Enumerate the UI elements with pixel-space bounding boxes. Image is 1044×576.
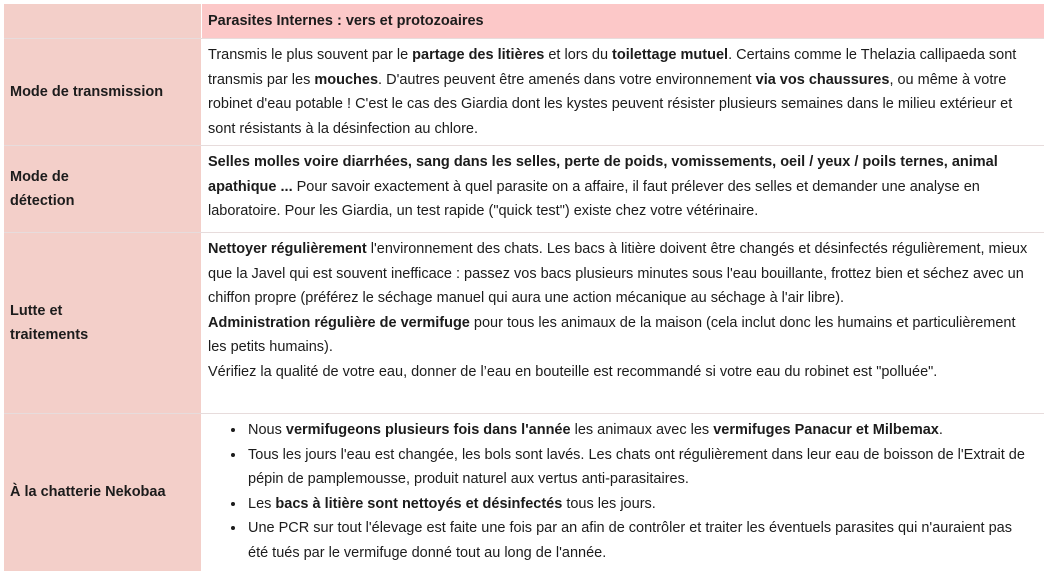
row-label-line: traitements	[10, 327, 89, 343]
list-item	[246, 516, 1036, 565]
transmission-text	[202, 39, 1044, 145]
text-segment: et lors du	[544, 47, 613, 63]
text-segment: toilettage mutuel	[612, 47, 729, 63]
text-segment: pour tous les animaux de la maison (cela inclut donc les humains et particulièrement les petits humains).	[208, 314, 1016, 355]
row-label-transmission: Mode de transmission	[4, 39, 202, 145]
text-segment: . D'autres peuvent être amenés dans votre environnement	[378, 71, 756, 88]
table-title: Parasites Internes : vers et protozoaires	[202, 4, 1044, 38]
row-label-line: Lutte et	[10, 302, 63, 319]
text-segment: Administration régulière de vermifuge	[208, 314, 470, 331]
row-label-line: Mode de	[10, 168, 69, 185]
row-label-cattery: À la chatterie Nekobaa	[4, 414, 202, 571]
text-segment: Selles molles voire diarrhées, sang dans les selles, perte de poids, vomissements, oeil / yeux / poils ternes, animal apathique ...	[208, 154, 998, 195]
list-item	[246, 443, 1036, 492]
text-segment: partage des litières	[412, 47, 545, 63]
list-item	[246, 418, 1036, 443]
text-segment: Pour savoir exactement à quel parasite on a affaire, il faut prélever des selles et demander une analyse en laboratoire. Pour les Giardia, un test rapide ("quick test") existe chez votre vétérinaire.	[208, 178, 980, 219]
text-segment: Les	[248, 495, 276, 512]
text-segment: vermifugeons plusieurs fois dans l'année	[285, 422, 571, 438]
treatment-paragraph-2	[208, 311, 1036, 360]
table-row-transmission	[4, 39, 1044, 146]
text-segment: l'environnement des chats. Les bacs à litière doivent être changés et désinfectés régulièrement, mieux que la Javel qui est souvent inefficace : passez vos bacs plusieurs minutes sous l'eau bouillante, frottez bien et séchez avec un chiffon propre (préférez le séchage manuel qui aura une action mécanique au séchage à l'air libre).	[208, 241, 1028, 306]
text-segment: via vos chaussures	[755, 71, 890, 88]
table-header-row	[4, 4, 1044, 39]
treatment-paragraph-1	[208, 237, 1036, 311]
cattery-list	[208, 418, 1036, 565]
cattery-text	[202, 414, 1044, 571]
text-segment: vermifuges Panacur et Milbemax	[713, 422, 939, 438]
treatment-text	[202, 233, 1044, 413]
row-label-detection	[4, 146, 202, 232]
text-segment: Transmis le plus souvent par le	[208, 47, 413, 63]
table-row-treatment	[4, 233, 1044, 414]
list-item	[246, 492, 1036, 517]
text-segment: . Certains comme le Thelazia callipaeda sont transmis par les	[208, 47, 1017, 88]
text-segment: Tous les jours l'eau est changée, les bols sont lavés. Les chats ont régulièrement dans leur eau de boisson de l'Extrait de pépin de pamplemousse, produit naturel aux vertus anti-parasitaires.	[248, 446, 1025, 487]
text-segment: Nous	[248, 422, 286, 438]
text-segment: tous les jours.	[562, 495, 656, 512]
text-segment: les animaux avec les	[570, 422, 714, 438]
treatment-paragraph-3: Vérifiez la qualité de votre eau, donner de l’eau en bouteille est recommandé si votre eau du robinet est "polluée".	[208, 363, 938, 380]
table-row-detection	[4, 146, 1044, 233]
text-segment: Nettoyer régulièrement	[208, 241, 367, 257]
parasites-table	[4, 4, 1044, 571]
table-row-cattery	[4, 414, 1044, 571]
text-segment: , ou même à votre robinet d'eau potable ! C'est le cas des Giardia dont les kystes peuvent résister plusieurs semaines dans le milieu extérieur et sont résistants à la désinfection au chlore.	[208, 71, 1013, 137]
text-segment: Une PCR sur tout l'élevage est faite une fois par an afin de contrôler et traiter les éventuels parasites qui n'auraient pas été tués par le vermifuge donné tout au long de l'année.	[248, 520, 1012, 561]
row-label-treatment	[4, 233, 202, 413]
text-segment: bacs à litière sont nettoyés et désinfectés	[275, 495, 563, 512]
text-segment: .	[938, 422, 943, 438]
row-label-line: détection	[10, 193, 75, 209]
text-segment: mouches	[314, 71, 379, 88]
detection-text	[202, 146, 1044, 232]
header-empty-cell	[4, 4, 202, 38]
